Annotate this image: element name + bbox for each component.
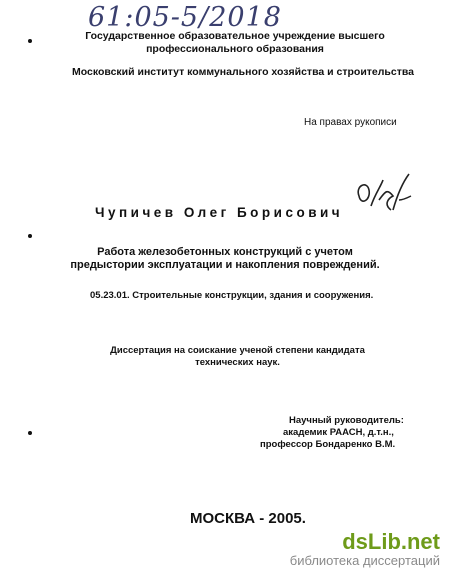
title-line-1: Работа железобетонных конструкций с учетом <box>97 246 353 258</box>
signature-icon <box>353 170 413 220</box>
margin-dot <box>28 234 32 238</box>
author-name: Чупичев Олег Борисович <box>95 205 344 220</box>
rights-note: На правах рукописи <box>304 117 397 128</box>
institute-name: Московский институт коммунального хозяйства и строительства <box>72 66 415 78</box>
header-line-1: Государственное образовательное учреждение высшего <box>85 30 385 42</box>
city-year: МОСКВА - 2005. <box>190 510 306 527</box>
advisor-title: Научный руководитель: <box>289 415 404 426</box>
watermark-logo[interactable]: dsLib.net <box>342 529 440 554</box>
specialty-code: 05.23.01. Строительные конструкции, здания и сооружения. <box>90 290 374 301</box>
header-line-2: профессионального образования <box>146 43 324 55</box>
advisor-name: профессор Бондаренко В.М. <box>260 439 396 450</box>
dissertation-line-1: Диссертация на соискание ученой степени кандидата <box>110 345 365 356</box>
watermark[interactable] <box>290 529 440 568</box>
archive-number: 61:05-5/2018 <box>88 2 282 33</box>
title-line-2: предыстории эксплуатации и накопления повреждений. <box>70 259 380 271</box>
advisor-rank: академик РААСН, д.т.н., <box>283 427 394 438</box>
margin-dot <box>28 431 32 435</box>
margin-dot <box>28 39 32 43</box>
dissertation-line-2: технических наук. <box>195 357 280 368</box>
watermark-caption: библиотека диссертаций <box>289 553 440 568</box>
